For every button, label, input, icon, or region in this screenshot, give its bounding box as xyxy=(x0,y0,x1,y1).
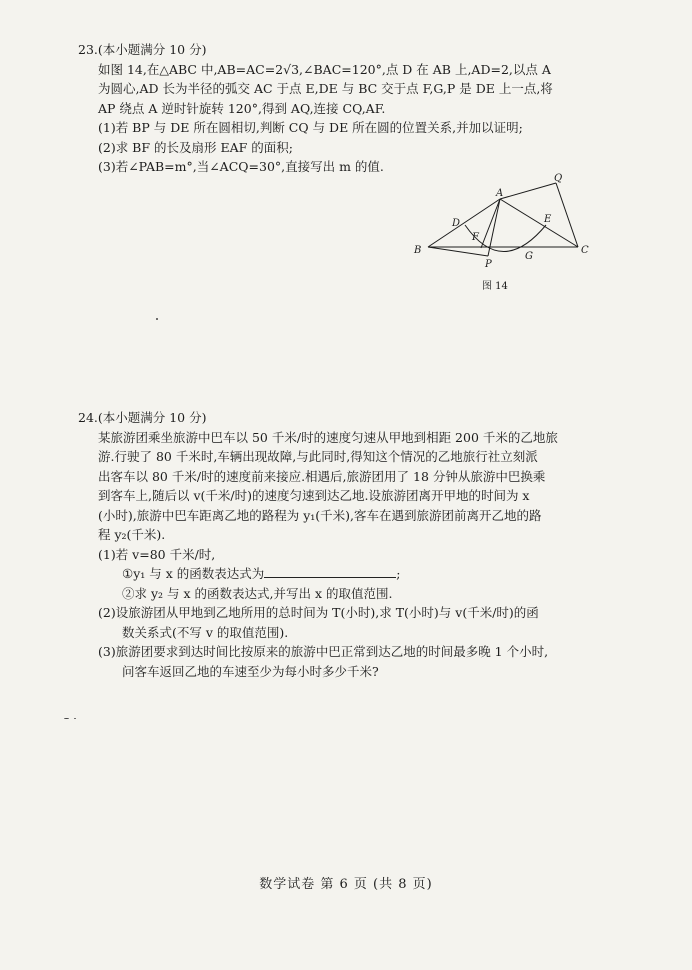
question-23 xyxy=(78,40,608,177)
label-a: A xyxy=(496,188,504,199)
question-23-text-line: AP 绕点 A 逆时针旋转 120°,得到 AQ,连接 CQ,AF. xyxy=(98,100,386,116)
question-24-text-line: 到客车上,随后以 v(千米/时)的速度匀速到达乙地.设旅游团离开甲地的时间为 x xyxy=(98,488,530,503)
segment-ab xyxy=(428,199,500,247)
label-q: Q xyxy=(554,173,563,184)
segment-ac xyxy=(500,199,578,247)
segment-af xyxy=(481,199,500,248)
question-24-text-line: 某旅游团乘坐旅游中巴车以 50 千米/时的速度匀速从甲地到相距 200 千米的乙地旅 xyxy=(98,429,558,445)
question-23-part-3: (3)若∠PAB=m°,当∠ACQ=30°,直接写出 m 的值. xyxy=(98,159,384,174)
question-23-part-1: (1)若 BP 与 DE 所在圆相切,判断 CQ 与 DE 所在圆的位置关系,并加以证明; xyxy=(98,120,523,135)
question-24-part-2-line-2: 数关系式(不写 v 的取值范围). xyxy=(122,624,289,640)
question-24-text-line: 程 y₂(千米). xyxy=(98,527,166,542)
scan-speck xyxy=(156,318,158,320)
question-24-part-1: (1)若 v=80 千米/时, xyxy=(98,546,216,562)
question-24-part-3-line-1: (3)旅游团要求到达时间比按原来的旅游中巴正常到达乙地的时间最多晚 1 个小时, xyxy=(98,644,549,659)
question-24-part-1a xyxy=(122,564,608,584)
question-23-text-line: 如图 14,在△ABC 中,AB=AC=2√3,∠BAC=120°,点 D 在 AB 上,AD=2,以点 A xyxy=(98,61,551,77)
part-1a-suffix: ; xyxy=(396,566,401,581)
question-23-header: 23.(本小题满分 10 分) xyxy=(78,42,207,57)
segment-aq xyxy=(500,183,556,199)
answer-blank[interactable] xyxy=(264,565,396,578)
question-23-text-line: 为圆心,AD 长为半径的弧交 AC 于点 E,DE 与 BC 交于点 F,G,P 是 DE 上一点,将 xyxy=(98,81,553,96)
question-24-text-line: (小时),旅游中巴车距离乙地的路程为 y₁(千米),客车在遇到旅游团前离开乙地的路 xyxy=(98,507,542,523)
part-1a-prompt: ①y₁ 与 x 的函数表达式为 xyxy=(122,566,265,581)
question-24-part-1b: ②求 y₂ 与 x 的函数表达式,并写出 x 的取值范围. xyxy=(122,585,393,601)
segment-cq xyxy=(556,183,578,247)
question-24-part-2-line-1: (2)设旅游团从甲地到乙地所用的总时间为 T(小时),求 T(小时)与 v(千米/时)的函 xyxy=(98,605,539,620)
label-b: B xyxy=(414,245,422,256)
figure-caption: 图 14 xyxy=(482,281,508,292)
label-c: C xyxy=(581,245,589,256)
question-24 xyxy=(78,408,608,681)
label-f: F xyxy=(472,232,479,243)
label-p: P xyxy=(485,259,492,270)
scan-speck xyxy=(74,718,76,719)
question-24-header: 24.(本小题满分 10 分) xyxy=(78,410,207,425)
page-footer: 数学试卷 第 6 页 (共 8 页) xyxy=(259,877,433,892)
scan-speck xyxy=(64,718,69,719)
question-24-part-3-line-2: 问客车返回乙地的车速至少为每小时多少千米? xyxy=(122,663,379,679)
label-g: G xyxy=(525,251,533,262)
label-e: E xyxy=(544,214,552,225)
question-23-part-2: (2)求 BF 的长及扇形 EAF 的面积; xyxy=(98,139,293,155)
question-24-text-line: 游.行驶了 80 千米时,车辆出现故障,与此同时,得知这个情况的乙地旅行社立刻派 xyxy=(98,449,538,464)
question-24-text-line: 出客车以 80 千米/时的速度前来接应.相遇后,旅游团用了 18 分钟从旅游中巴换乘 xyxy=(98,468,546,484)
label-d: D xyxy=(452,218,461,229)
segment-bp xyxy=(428,247,488,256)
